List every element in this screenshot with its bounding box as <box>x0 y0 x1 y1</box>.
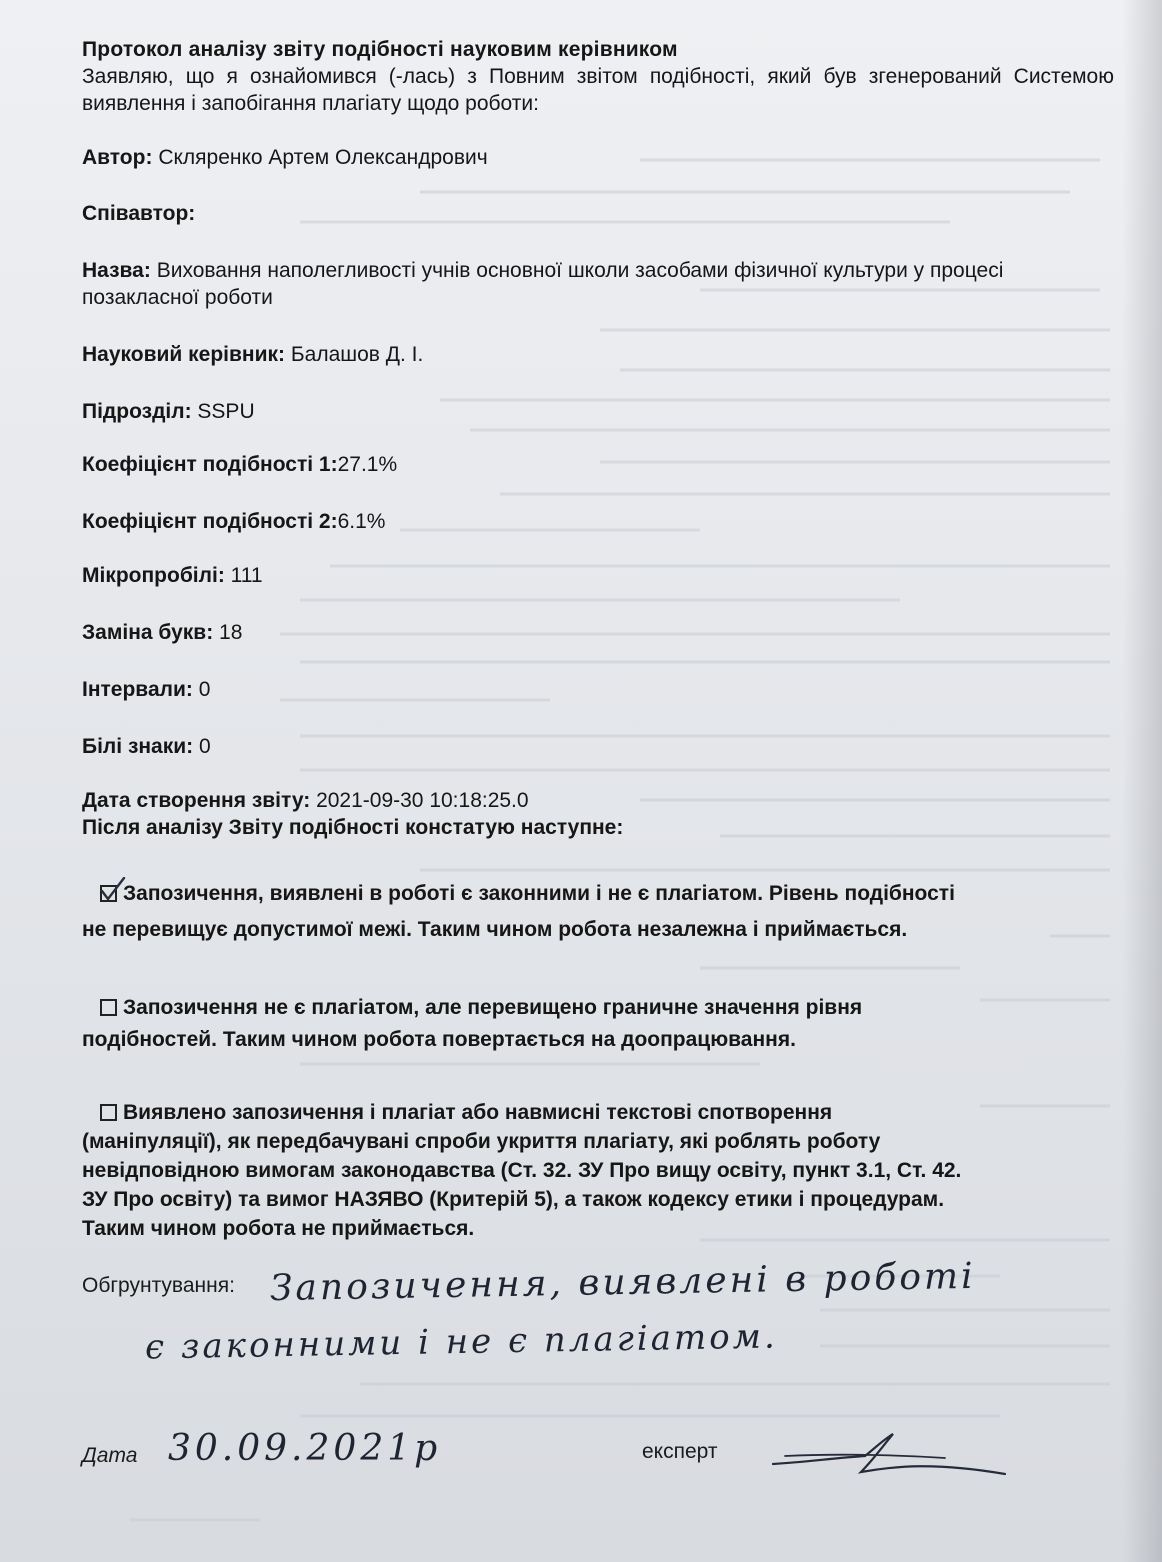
after-analysis-heading: Після аналізу Звіту подібності констатую наступне: <box>82 816 624 839</box>
work-title-label: Назва: <box>82 259 151 282</box>
option-revision-checkbox[interactable] <box>100 999 117 1016</box>
option-plagiarism-line-3: невідповідною вимогам законодавства (Ст. 32. ЗУ Про вищу освіту, пункт 3.1, Ст. 42. <box>82 1159 962 1182</box>
document-title: Протокол аналізу звіту подібності науковим керівником <box>82 38 678 61</box>
micro-value: 111 <box>230 564 263 587</box>
supervisor-value: Балашов Д. І. <box>290 343 424 366</box>
field-intervals <box>82 676 1114 703</box>
option-accepted <box>82 876 1114 948</box>
option-plagiarism-line-5: Таким чином робота не приймається. <box>82 1217 475 1240</box>
option-accepted-line-1: Запозичення, виявлені в роботі є законними і не є плагіатом. Рівень подібності <box>82 876 1114 912</box>
date-footer-handwritten: 30.09.2021р <box>168 1428 442 1469</box>
letters-value: 18 <box>219 621 243 644</box>
coef1-label: Коефіцієнт подібності 1: <box>82 453 338 476</box>
justification-label: Обгрунтування: <box>82 1274 235 1297</box>
option-accepted-checkbox[interactable] <box>100 885 117 902</box>
option-plagiarism-line-2: (маніпуляції), як передбачувані спроби укриття плагіату, які роблять роботу <box>82 1130 881 1153</box>
field-white-chars <box>82 733 1114 760</box>
option-plagiarism-line-4: ЗУ Про освіту) та вимог НАЗЯВО (Критерій 5), а також кодексу етики і процедурам. <box>82 1188 945 1211</box>
coauthor-label: Співавтор: <box>82 202 196 225</box>
white-chars-value: 0 <box>199 735 211 758</box>
field-report-date <box>82 787 1114 814</box>
date-footer-label: Дата <box>82 1444 138 1467</box>
expert-signature-icon <box>765 1428 1015 1484</box>
coef1-value: 27.1% <box>337 453 398 476</box>
option-plagiarism-checkbox[interactable] <box>100 1104 117 1121</box>
field-author <box>82 144 1114 171</box>
coef2-label: Коефіцієнт подібності 2: <box>82 510 338 533</box>
coef2-value: 6.1% <box>337 510 386 533</box>
field-micro <box>82 562 1114 589</box>
field-coef1 <box>82 451 1114 478</box>
field-coef2 <box>82 508 1114 535</box>
author-label: Автор: <box>82 146 153 169</box>
field-coauthor <box>82 200 1114 227</box>
unit-label: Підрозділ: <box>82 400 192 423</box>
letters-label: Заміна букв: <box>82 621 214 644</box>
page-edge-shadow <box>1122 0 1162 1562</box>
micro-label: Мікропробілі: <box>82 564 225 587</box>
option-revision-line-1: Запозичення не є плагіатом, але перевищено граничне значення рівня <box>82 992 1114 1024</box>
justification-handwritten-line-1: Запозичення, виявлені в роботі <box>269 1255 976 1310</box>
handwritten-check-icon <box>100 877 128 903</box>
justification-handwritten-line-2: є законними і не є плагіатом. <box>144 1316 779 1368</box>
field-title <box>82 257 1114 311</box>
report-date-label: Дата створення звіту: <box>82 789 311 812</box>
field-unit <box>82 398 1114 425</box>
unit-value: SSPU <box>197 400 255 423</box>
option-revision-line-2: подібностей. Таким чином робота повертається на доопрацювання. <box>82 1028 796 1051</box>
expert-label: експерт <box>642 1440 718 1463</box>
field-letters <box>82 619 1114 646</box>
field-supervisor <box>82 341 1114 368</box>
option-plagiarism <box>82 1098 1114 1243</box>
intro-paragraph: Заявляю, що я ознайомився (-лась) з Повним звітом подібності, який був згенерований Системою виявлення і запобігання плагіату щодо роботи: <box>82 65 1114 115</box>
intervals-value: 0 <box>198 678 211 701</box>
protocol-body <box>82 36 1114 1243</box>
author-value: Скляренко Артем Олександрович <box>158 146 488 169</box>
work-title-value: Виховання наполегливості учнів основної школи засобами фізичної культури у процесі позакласної роботи <box>82 259 1004 309</box>
option-plagiarism-line-1: Виявлено запозичення і плагіат або навмисні текстові спотворення <box>82 1098 1114 1127</box>
report-date-value: 2021-09-30 10:18:25.0 <box>316 789 529 812</box>
supervisor-label: Науковий керівник: <box>82 343 286 366</box>
intervals-label: Інтервали: <box>82 678 193 701</box>
option-accepted-line-2: не перевищує допустимої межі. Таким чином робота незалежна і приймається. <box>82 918 908 941</box>
option-revision <box>82 992 1114 1056</box>
white-chars-label: Білі знаки: <box>82 735 194 758</box>
